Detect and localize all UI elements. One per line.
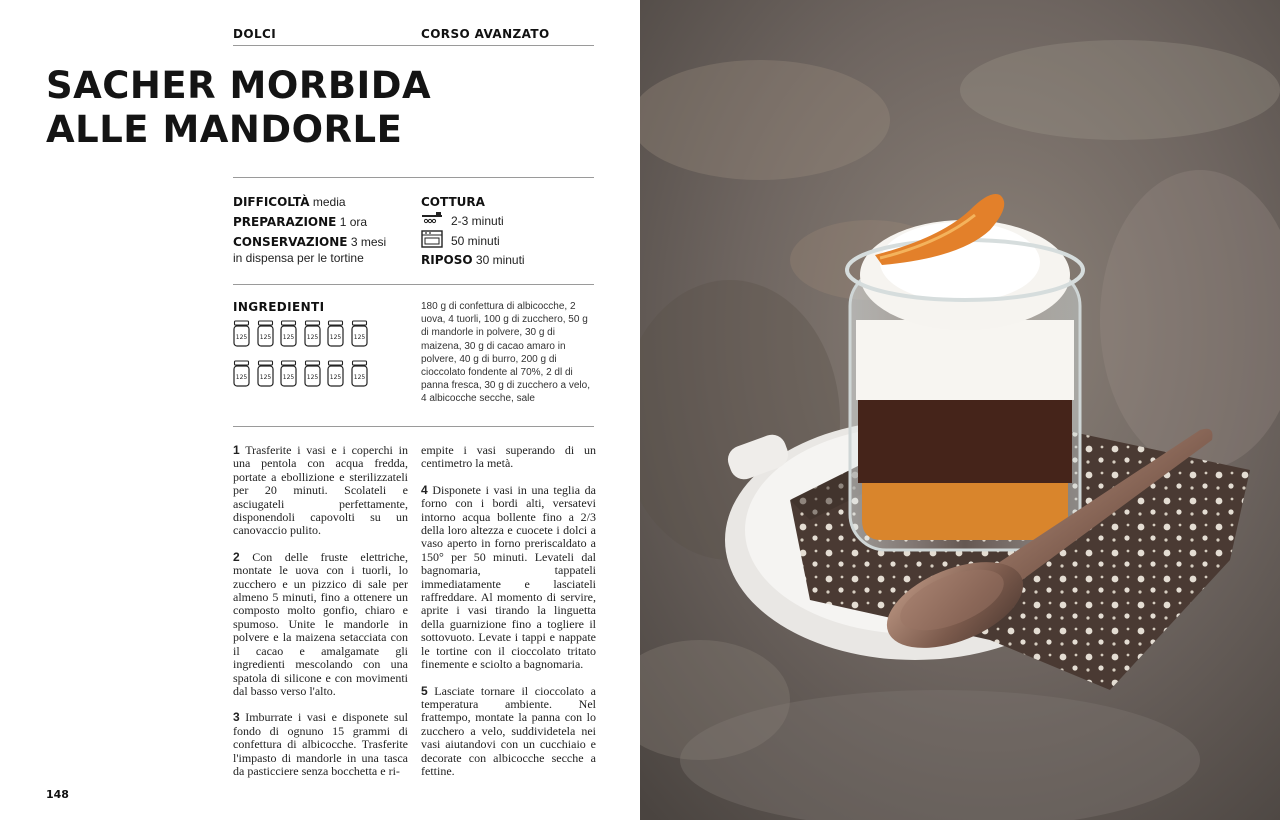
rest-row (421, 250, 525, 270)
dessert-illustration (640, 0, 1280, 820)
step-text: Trasferite i vasi e i coperchi in una pentola con acqua fredda, portate a ebollizione e sterilizzateli per 20 minuti. Scolateli e asciugateli perfettamente, disponendoli capovolti su un canovaccio pulito. (233, 443, 408, 538)
jar-icon (351, 320, 368, 348)
svg-text:125: 125 (235, 334, 248, 341)
method-column-1 (233, 444, 408, 791)
jar-icon (304, 360, 321, 388)
difficulty-value: media (312, 195, 346, 209)
cooking-title: COTTURA (421, 195, 485, 209)
difficulty-row (233, 192, 413, 212)
jar-icon (280, 360, 297, 388)
step-text: empite i vasi superando di un centimetro la metà. (421, 443, 596, 471)
svg-text:125: 125 (259, 374, 271, 381)
storage-label: CONSERVAZIONE (233, 235, 348, 249)
body-rule (233, 426, 594, 427)
jar-row-2 (233, 360, 368, 388)
svg-text:125: 125 (330, 374, 342, 381)
cooking-label (421, 192, 485, 212)
svg-text:125: 125 (259, 334, 271, 341)
svg-text:125: 125 (306, 374, 319, 381)
jar-icon (257, 320, 274, 348)
svg-text:125: 125 (353, 374, 366, 381)
jar-icon (327, 320, 344, 348)
level-label: CORSO AVANZATO (421, 27, 550, 41)
meta-left (233, 192, 413, 266)
jar-icon (327, 360, 344, 388)
jar-icon (257, 360, 274, 388)
method-column-2 (421, 444, 596, 791)
cooking-oven-row (421, 230, 500, 251)
step-number: 2 (233, 549, 240, 564)
rest-label: RIPOSO (421, 253, 473, 267)
ingredients-rule (233, 284, 594, 285)
prep-row (233, 212, 413, 232)
oven-icon (421, 230, 443, 251)
cooking-oven-time: 50 minuti (451, 233, 500, 248)
ingredients-text: 180 g di confettura di albicocche, 2 uova, 4 tuorli, 100 g di zucchero, 50 g di mandorle in polvere, 30 g di maizena, 30 g di cacao amaro in polvere, 40 g di burro, 200 g di cioccolato fondente al 70%, 2 dl di panna fresca, 30 g di zucchero a velo, 4 albicocche secche, sale (421, 301, 590, 405)
svg-text:125: 125 (306, 334, 319, 341)
prep-value: 1 ora (339, 215, 368, 229)
page-number: 148 (46, 788, 69, 801)
step-5 (421, 685, 596, 779)
step-text: Imburrate i vasi e disponete sul fondo di ognuno 15 grammi di confettura di albicocche. Trasferite l'impasto di mandorle in una tasca da pasticciere senza bocchetta e ri- (233, 710, 409, 778)
jar-row-1 (233, 320, 368, 348)
prep-label: PREPARAZIONE (233, 215, 337, 229)
dessert-photo (640, 0, 1280, 820)
step-1 (233, 444, 408, 538)
recipe-title (46, 64, 606, 152)
step-number: 3 (233, 710, 240, 725)
step-number: 5 (421, 683, 428, 698)
meta-rule (233, 177, 594, 178)
step-text: Con delle fruste elettriche, montate le uova con i tuorli, lo zucchero e un pizzico di sale per almeno 5 minuti, fino a ottenere un composto molto gonfio, chiaro e spumoso. Unite le mandorle in polvere e la maizena setacciata con il cacao e amalgamate gli ingredienti mescolando con una spatola di silicone e con movimenti dal basso verso l'alto. (233, 549, 408, 698)
title-line-1: SACHER MORBIDA (46, 64, 432, 107)
storage-note: in dispensa per le tortine (233, 251, 364, 265)
svg-text:125: 125 (282, 334, 295, 341)
jar-icon (351, 360, 368, 388)
stovetop-icon (421, 211, 443, 230)
cooking-stove-row (421, 211, 504, 230)
svg-text:125: 125 (330, 334, 342, 341)
ingredients-label: INGREDIENTI (233, 300, 325, 314)
step-text: Lasciate tornare il cioccolato a temperatura ambiente. Nel frattempo, montate la panna con lo zucchero a velo, suddividetela nei vasi aiutandovi con un cucchiaio e decorate con albicocche secche a fettine. (421, 683, 596, 778)
svg-text:125: 125 (235, 374, 248, 381)
cooking-stove-time: 2-3 minuti (451, 213, 504, 228)
category-label: DOLCI (233, 27, 277, 41)
step-number: 4 (421, 482, 428, 497)
header-rule (233, 45, 594, 46)
jar-icon (304, 320, 321, 348)
title-line-2: ALLE MANDORLE (46, 108, 403, 151)
step-number: 1 (233, 443, 240, 457)
step-4 (421, 484, 596, 672)
jar-icon (280, 320, 297, 348)
rest-value: 30 minuti (475, 253, 525, 267)
storage-value: 3 mesi (350, 235, 387, 249)
svg-text:125: 125 (353, 334, 366, 341)
step-2 (233, 551, 408, 698)
step-3 (233, 711, 408, 778)
difficulty-label: DIFFICOLTÀ (233, 195, 310, 209)
step-text: Disponete i vasi in una teglia da forno con i bordi alti, versatevi intorno acqua bollente fino a 2/3 della loro altezza e cuocete i dolci a vaso aperto in forno preriscaldato a 150° per 50 minuti. Levateli dal bagnomaria, tappateli immediatamente e lasciateli raffreddare. Al momento di servire, aprite i vasi tirando la linguetta della guarnizione fino a togliere il sottovuoto. Levate i tappi e nappate le tortine con il cioccolato tritato finemente e sciolto a bagnomaria. (421, 482, 596, 672)
jar-icon (233, 320, 250, 348)
svg-text:125: 125 (282, 374, 295, 381)
jar-icon (233, 360, 250, 388)
step-3-continued (421, 444, 596, 471)
storage-row (233, 234, 413, 266)
